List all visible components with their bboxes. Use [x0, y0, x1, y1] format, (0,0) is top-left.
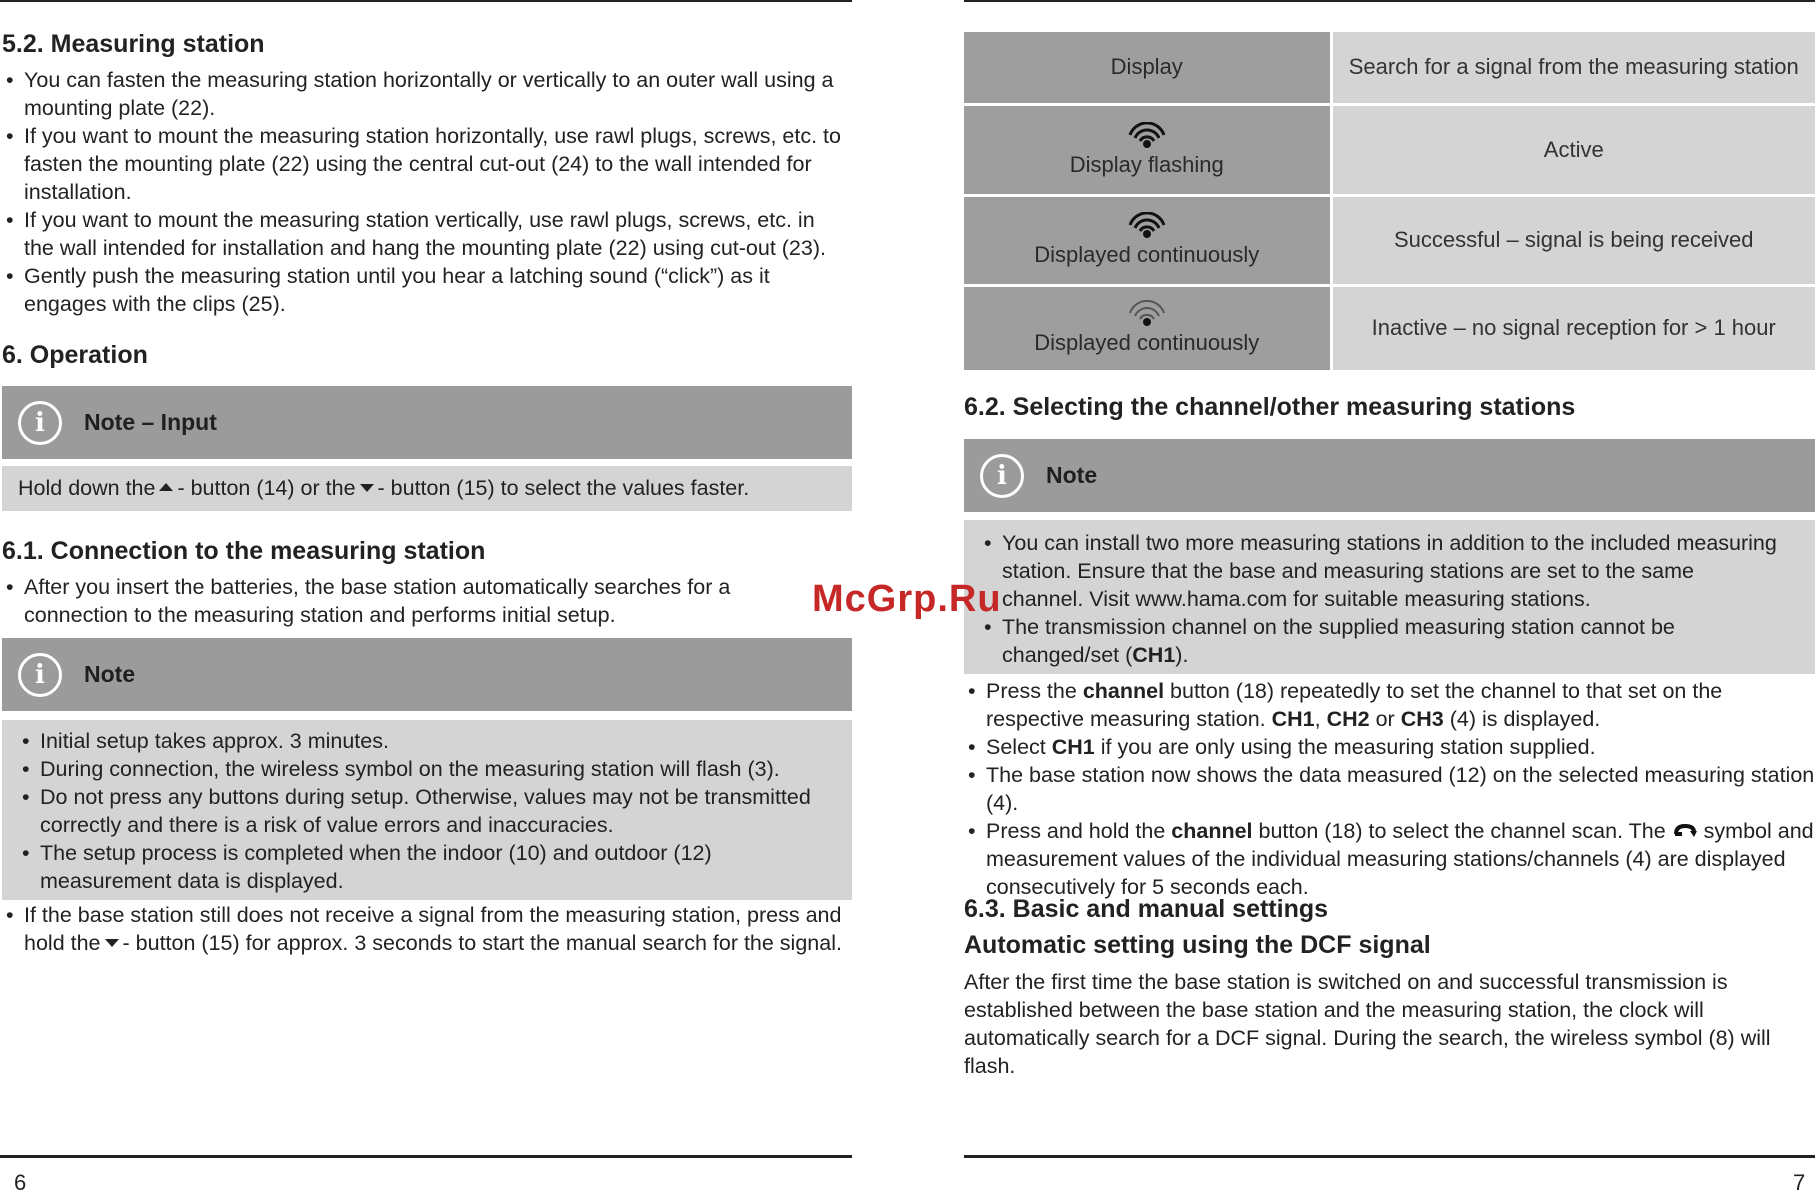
note-title: Note – Input [84, 409, 217, 435]
top-rule [964, 0, 1815, 2]
table-row [964, 285, 1815, 371]
table-cell: Inactive – no signal reception for > 1 hour [1331, 285, 1815, 371]
dcf-paragraph: After the first time the base station is switched on and successful transmission is established between the base station and the measuring station, the clock will automatically search for a DCF signal. During the search, the wireless symbol (8) will flash. [964, 970, 1771, 1078]
after-note-list [2, 901, 852, 957]
section-6-1-list [2, 573, 832, 629]
section-6-2-list [964, 677, 1815, 901]
info-icon: i [18, 401, 62, 445]
watermark: McGrp.Ru [812, 578, 1002, 620]
section-6-title: 6. Operation [2, 341, 148, 369]
note-text: - button (14) or the [177, 476, 356, 500]
list-item: • You can fasten the measuring station horizontally or vertically to an outer wall using a mounting plate (22). [2, 66, 842, 122]
note-header [964, 439, 1815, 512]
list-item: • If you want to mount the measuring station horizontally, use rawl plugs, screws, etc. to fasten the mounting plate (22) using the central cut-out (24) to the wall intended for installation. [2, 122, 842, 206]
page-number: 6 [14, 1170, 27, 1195]
list-item: • After you insert the batteries, the base station automatically searches for a connection to the measuring station and performs initial setup. [2, 573, 832, 629]
signal-table [964, 32, 1815, 373]
down-arrow-icon [105, 939, 119, 947]
section-5-2-title: 5.2. Measuring station [2, 30, 265, 58]
bottom-rule [0, 1155, 852, 1158]
note-text: - button (15) to select the values faster. [377, 476, 750, 500]
down-arrow-icon [360, 484, 374, 492]
note-title: Note [84, 661, 136, 687]
up-arrow-icon [159, 483, 173, 491]
list-item: • If the base station still does not receive a signal from the measuring station, press and hold the - button (15) for approx. 3 seconds to start the manual search for the signal. [2, 901, 852, 957]
section-5-2-list [2, 66, 842, 318]
note-title: Note [1046, 462, 1098, 488]
table-row [964, 104, 1815, 195]
signal-strong-icon [1127, 212, 1167, 240]
table-header-left: Display [964, 32, 1331, 104]
list-item: • Press the channel button (18) repeatedly to set the channel to that set on the respective measuring station. CH1, CH2 or CH3 (4) is displayed. [964, 677, 1815, 733]
note-list [18, 727, 818, 895]
note-list [980, 529, 1780, 669]
info-icon: i [980, 454, 1024, 498]
info-icon: i [18, 653, 62, 697]
section-6-1-title: 6.1. Connection to the measuring station [2, 537, 486, 565]
list-item: • Select CH1 if you are only using the measuring station supplied. [964, 733, 1815, 761]
channel-scan-icon [1672, 822, 1698, 840]
list-item: • Initial setup takes approx. 3 minutes. [18, 727, 818, 755]
list-item: • The setup process is completed when the indoor (10) and outdoor (12) measurement data is displayed. [18, 839, 818, 895]
list-item: • During connection, the wireless symbol on the measuring station will flash (3). [18, 755, 818, 783]
signal-weak-icon [1127, 300, 1167, 328]
list-item: • Press and hold the channel button (18) to select the channel scan. The symbol and measurement values of the individual measuring stations/channels (4) are displayed consecutively for 5 seconds each. [964, 817, 1815, 901]
table-cell: Display flashing [964, 104, 1331, 195]
list-item: • The base station now shows the data measured (12) on the selected measuring station (4). [964, 761, 1815, 817]
note-body [964, 520, 1815, 674]
list-item: • If you want to mount the measuring station vertically, use rawl plugs, screws, etc. in the wall intended for installation and hang the mounting plate (22) using cut-out (23). [2, 206, 842, 262]
list-item: • The transmission channel on the supplied measuring station cannot be changed/set (CH1). [980, 613, 1780, 669]
table-header-right: Search for a signal from the measuring station [1331, 32, 1815, 104]
table-cell: Displayed continuously [964, 195, 1331, 285]
table-row [964, 195, 1815, 285]
note-input-header [2, 386, 852, 459]
signal-strong-icon [1127, 122, 1167, 150]
table-row [964, 32, 1815, 104]
list-item: • You can install two more measuring stations in addition to the included measuring station. Ensure that the base and measuring stations are set to the same channel. Visit www.hama.com for suitable measuring stations. [980, 529, 1780, 613]
section-6-3-subtitle: Automatic setting using the DCF signal [964, 931, 1431, 959]
table-cell: Displayed continuously [964, 285, 1331, 371]
page-number: 7 [1793, 1170, 1806, 1195]
table-cell: Successful – signal is being received [1331, 195, 1815, 285]
note-text: Hold down the [18, 476, 156, 500]
top-rule [0, 0, 852, 2]
note-body [2, 720, 852, 900]
list-item: • Gently push the measuring station until you hear a latching sound (“click”) as it engages with the clips (25). [2, 262, 842, 318]
list-item: • Do not press any buttons during setup. Otherwise, values may not be transmitted correctly and there is a risk of value errors and inaccuracies. [18, 783, 818, 839]
note-header [2, 638, 852, 711]
table-cell: Active [1331, 104, 1815, 195]
section-6-3-title: 6.3. Basic and manual settings [964, 895, 1329, 923]
note-input-body [2, 466, 852, 511]
bottom-rule [964, 1155, 1815, 1158]
section-6-2-title: 6.2. Selecting the channel/other measuring stations [964, 393, 1576, 421]
